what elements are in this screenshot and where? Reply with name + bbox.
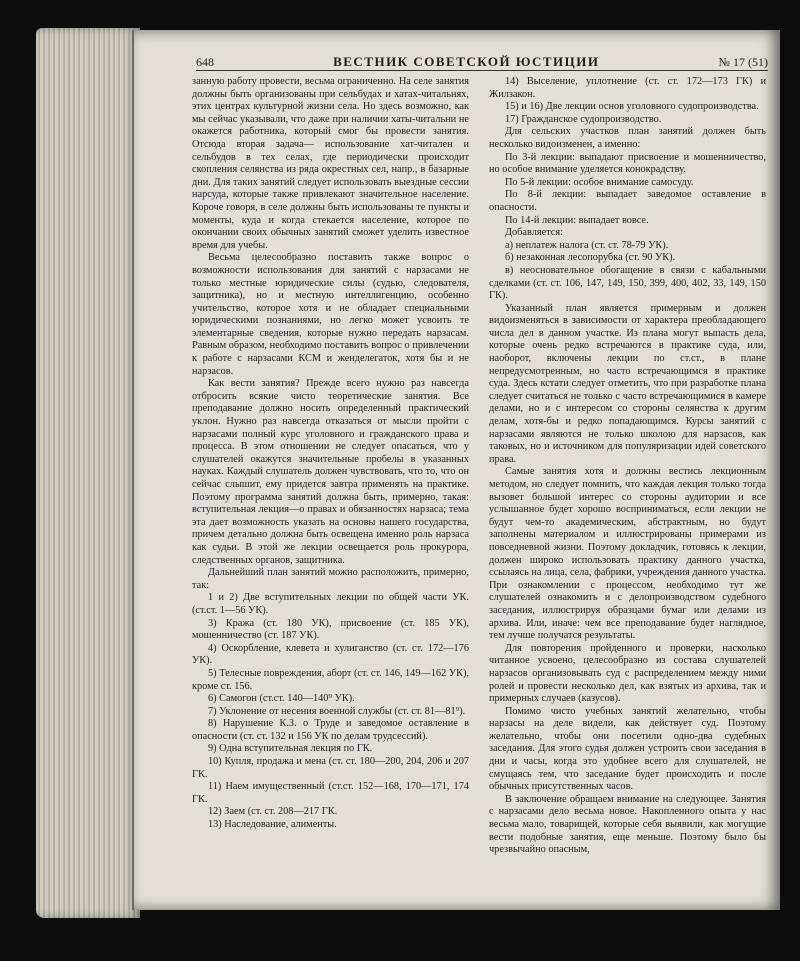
journal-page xyxy=(132,30,780,910)
running-header xyxy=(196,48,768,71)
paragraph: 17) Гражданское судопроизводство. xyxy=(505,113,662,125)
paragraph: 7) Уклонение от несения военной службы (ст. ст. 81—81⁹). xyxy=(208,705,466,717)
paragraph: 8) Нарушение К.З. о Труде и заведомое оставление в опасности (ст. ст. 132 и 156 УК по делам трудсессий). xyxy=(192,718,469,742)
text-columns xyxy=(192,76,766,896)
paragraph: 15) и 16) Две лекции основ уголовного судопроизводства. xyxy=(505,101,759,113)
paragraph: 14) Выселение, уплотнение (ст. ст. 172—173 ГК) и Жилзакон. xyxy=(489,76,766,100)
paragraph: В заключение обращаем внимание на следующее. Занятия с нарзасами дело весьма новое. Накопленного опыта у нас весьма мало, товарищей, которые себя выявили, как могущие вести подобные занятия, еще меньше. Поэтому было бы чрезвычайно опасным, xyxy=(489,793,766,856)
paragraph: б) незаконная лесопорубка (ст. 90 УК). xyxy=(505,252,676,264)
paragraph: По 14-й лекции: выпадает вовсе. xyxy=(505,214,649,226)
paragraph: 1 и 2) Две вступительных лекции по общей части УК. (ст.ст. 1—56 УК). xyxy=(192,592,469,616)
paragraph: Дальнейший план занятий можно расположить, примерно, так: xyxy=(192,567,469,591)
paragraph: 9) Одна вступительная лекция по ГК. xyxy=(208,743,373,755)
paragraph: Добавляется: xyxy=(505,227,563,239)
left-column xyxy=(192,76,469,896)
right-column xyxy=(489,76,766,896)
paragraph: Весьма целесообразно поставить также вопрос о возможности использования для занятий с нарзасами не только местные юридические силы (судью, следователя, защитника), но и местную интеллигенцию, особенно учительство, которое хотя и не обладает специальными юридическими познаниями, но легко может усвоить те элементарные сведения, которые нужно передать нарзасам. Равным образом, необходимо поставить вопрос о привлечении к работе с нарзасами КСМ и женделегаток, хотя бы и не нарзасов. xyxy=(192,252,469,377)
issue-number: № 17 (51) xyxy=(718,55,768,69)
paragraph: 3) Кража (ст. 180 УК), присвоение (ст. 185 УК), мошенничество (ст. 187 УК). xyxy=(192,617,469,642)
page-number: 648 xyxy=(196,55,214,69)
paragraph: Самые занятия хотя и должны вестись лекционным методом, но следует помнить, что каждая лекция только тогда вызовет большой интерес со стороны аудитории и все услышанное будет хорошо восприниматься, если лекции не будут чем-то академическим, абстрактным, но будут заполнены материалом и иллюстрированы примерами из повседневной жизни. Поэтому докладчик, готовясь к лекции, должен широко использовать практику данного участка, ссылаясь на лица, села, фабрики, учреждения данного участка. При ознакомлении с процессом, необходимо тут же слушателей ознакомить и с делопроизводством судебного заседания, иллюстрируя образцами бумаг или делами из архива. Или, иначе: чем все преподавание будет наглядное, тем лучше получатся результаты. xyxy=(489,466,766,642)
paragraph: Помимо чисто учебных занятий желательно, чтобы нарзасы на деле видели, как действует суд. Поэтому желательно, чтобы они посетили одно-два судебных заседания. Для этого судья должен устроить свои заседания в дни и часы, когда это удобнее всего для слушателей, не смущаясь тем, что заседание будет происходить и после обычных присутственных часов. xyxy=(489,705,766,793)
paragraph: 12) Заем (ст. ст. 208—217 ГК. xyxy=(208,806,338,818)
paragraph: 11) Наем имущественный (ст.ст. 152—168, 170—171, 174 ГК. xyxy=(192,781,469,805)
paragraph: По 8-й лекции: выпадает заведомое оставление в опасности. xyxy=(489,189,766,213)
book-page-edges xyxy=(36,28,140,918)
paragraph: Для сельских участков план занятий должен быть несколько видоизменен, а именно: xyxy=(489,126,766,150)
paragraph: По 5-й лекции: особое внимание самосуду. xyxy=(505,176,694,188)
paragraph: 4) Оскорбление, клевета и хулиганство (ст. ст. 172—176 УК). xyxy=(192,642,469,667)
paragraph: Как вести занятия? Прежде всего нужно раз навсегда отбросить всякие чисто теоретические занятия. Все преподавание должно носить определенный практический уклон. Нужно раз навсегда отказаться от мысли пройти с нарзасами полный курс уголовного и гражданского права и процесса. В этом отношении не следует опасаться, что у слушателей окажутся значительные пробелы в указанных науках. Каждый слушатель должен чувствовать, что то, что он сейчас слышит, ему придется завтра применять на практике. Поэтому программа занятий должна быть, примерно, такая: вступительная лекция—о правах и обязанностях нарзаса; тема эта дает возможность указать на основы нашего государства, причем детально должна быть освещена именно роль нарзаса как судьи. В этой же лекции освещается роль прокурора, следственных органов, защитника. xyxy=(192,378,469,566)
paragraph: По 3-й лекции: выпадают присвоение и мошенничество, но особое внимание уделяется конокрадству. xyxy=(489,151,766,176)
paragraph: занную работу провести, весьма ограниченно. На селе занятия должны быть организованы при сельбудах и хатах-читальнях, этих центрах культурной жизни села. Но здесь возможно, как мы сейчас указывали, что даже при наличии хаты-читальни не окажется работника, который смог бы провести занятия. Отсюда вторая задача— использование хат-читален и сельбудов в тех селах, где периодически происходит скопления селянства из ряда окрестных сел, напр., в базарные дни. Для таких занятий следует использовать выездные сессии нарсуда, которые также привлекают значительное население. Короче говоря, в селе должны быть использованы те пункты и моменты, куда и когда стекается население, которое по окончании своих обычных занятий сможет уделить известное время для учебы. xyxy=(192,76,469,251)
paragraph: Указанный план является примерным и должен видоизменяться в зависимости от характера преобладающего числа дел в данном участке. Из плана могут выпасть дела, которые очень редко встречаются в практике суда, или, наоборот, включены лекции по ст.ст., в плане непредусмотренным, но часто встречающимся в практике суда. Здесь кстати следует отметить, что при разработке плана следует считаться не только с часто встречающимися в камере делами, но и с интересом со стороны селянства к другим делам, хотя-бы и редко попадающимся. Курсы занятий с нарзасами являются не только школою для нарзасов, как таковых, но и источником для популяризации идей советского права. xyxy=(489,302,766,465)
paragraph: Для повторения пройденного и проверки, насколько читанное усвоено, целесообразно из состава слушателей нарзасов организовывать суд с распределением между ними ролей и провести несколько дел, как взятых из архива, так и примерных случаев (казусов). xyxy=(489,642,766,705)
paragraph: 5) Телесные повреждения, аборт (ст. ст. 146, 149—162 УК), кроме ст. 156. xyxy=(192,667,469,692)
paragraph: 13) Наследование, алименты. xyxy=(208,819,337,831)
paragraph: 6) Самогон (ст.ст. 140—140⁹ УК). xyxy=(208,693,355,705)
paragraph: 10) Купля, продажа и мена (ст. ст. 180—200, 204, 206 и 207 ГК. xyxy=(192,756,469,780)
paragraph: а) неплатеж налога (ст. ст. 78-79 УК). xyxy=(505,239,669,251)
journal-title: ВЕСТНИК СОВЕТСКОЙ ЮСТИЦИИ xyxy=(333,54,600,69)
paragraph: в) неосновательное обогащение в связи с кабальными сделками (ст. ст. 106, 147, 149, 150, 399, 400, 402, 33, 149, 150 ГК). xyxy=(489,264,766,302)
